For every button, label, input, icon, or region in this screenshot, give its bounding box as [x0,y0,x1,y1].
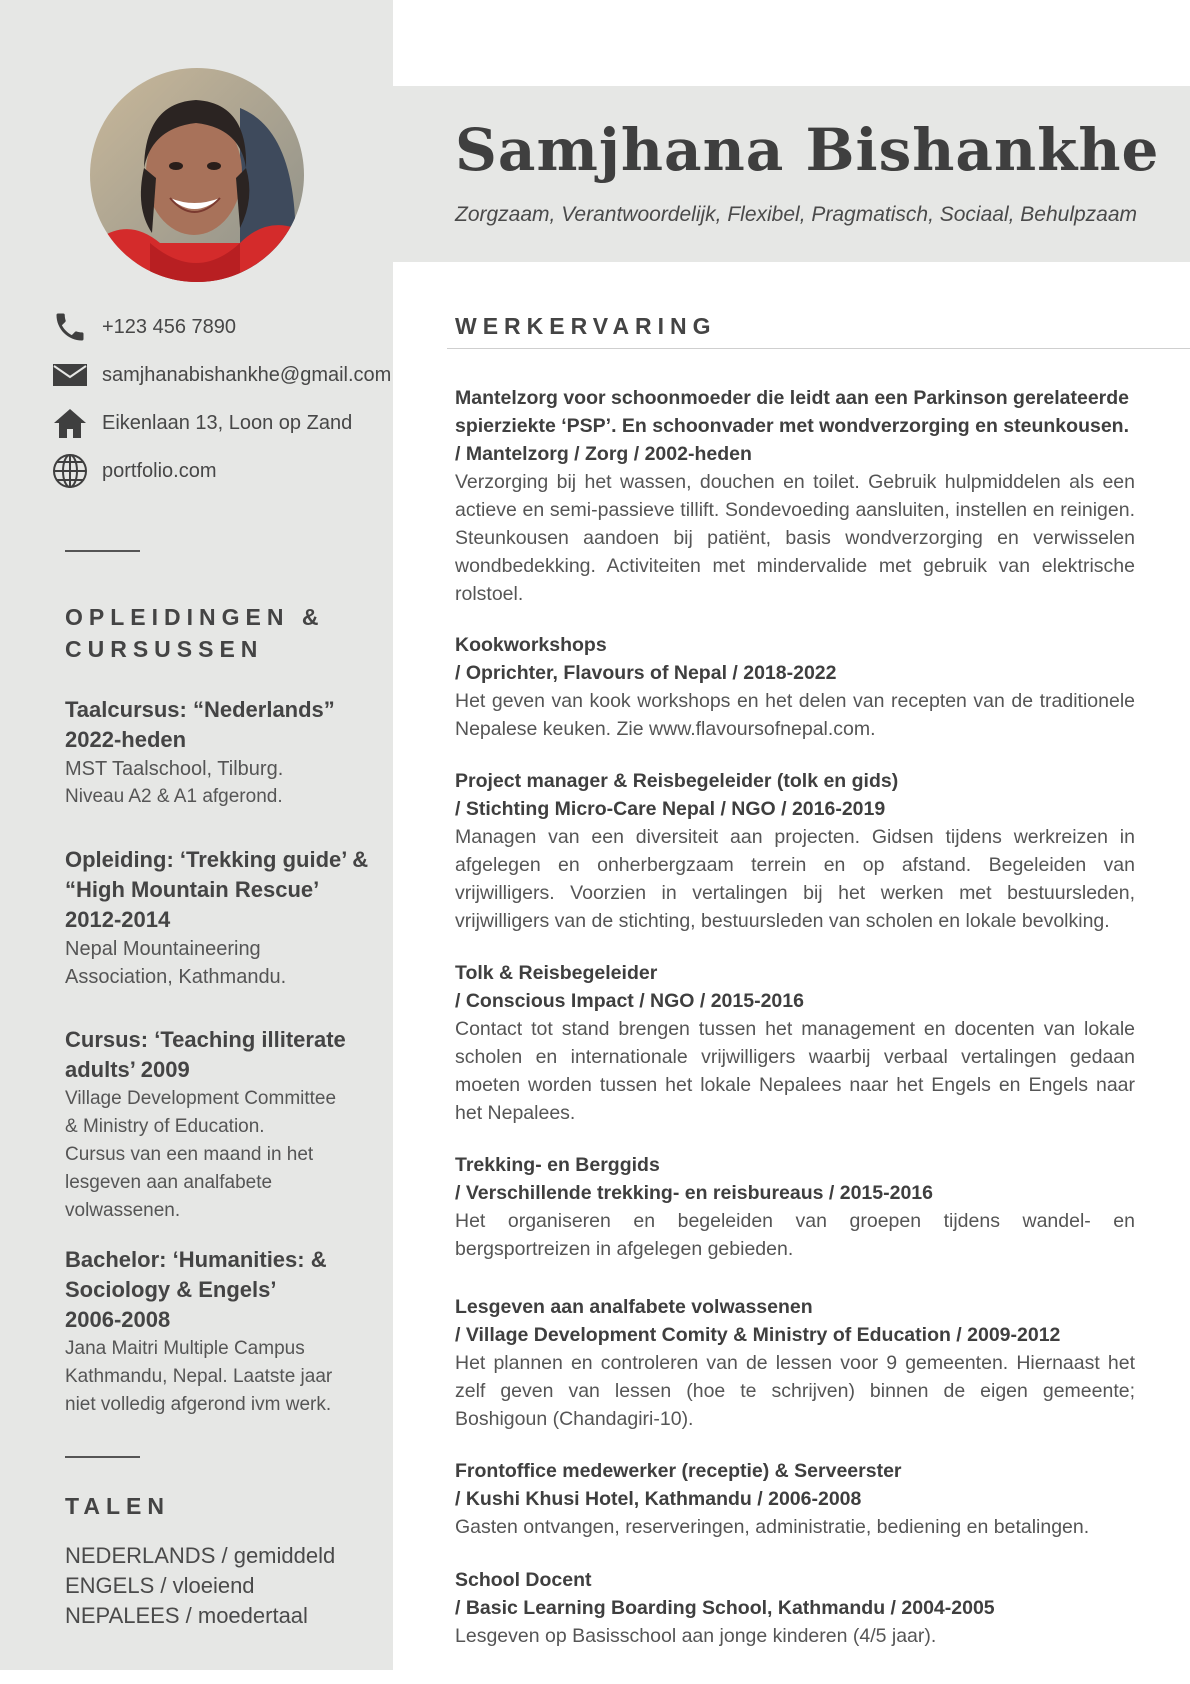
education-item [65,1025,385,1225]
education-detail: volwassenen. [65,1200,181,1221]
education-heading [65,601,324,665]
job-description: Lesgeven op Basisschool aan jonge kinderen (4/5 jaar). [455,1625,937,1647]
job-organisation: / Mantelzorg / Zorg / 2002-heden [455,443,752,465]
education-item [65,845,385,991]
job-description: Het plannen en controleren van de lessen voor 9 gemeenten. Hiernaast het zelf geven van lessen (hoe te schrijven) binnen de eigen gemeente; Boshigoun (Chandagiri-10). [455,1352,1135,1430]
education-detail: Jana Maitri Multiple Campus [65,1338,305,1359]
education-title: Sociology & Engels’ [65,1277,277,1302]
contact-address [52,405,352,441]
education-title: Taalcursus: “Nederlands” [65,697,335,722]
job-title: Lesgeven aan analfabete volwassenen [455,1296,813,1318]
education-heading-line: CURSUSSEN [65,636,264,662]
job-organisation: / Stichting Micro-Care Nepal / NGO / 2016-2019 [455,798,886,820]
job-entry [455,959,1135,1127]
experience-divider [447,348,1190,349]
education-title: Cursus: ‘Teaching illiterate [65,1027,346,1052]
website-link[interactable]: portfolio.com [102,459,217,482]
education-heading-line: OPLEIDINGEN & [65,604,325,630]
job-description: Het geven van kook workshops en het delen van recepten van de traditionele Nepalese keuken. Zie www.flavoursofnepal.com. [455,690,1135,740]
education-detail: MST Taalschool, Tilburg. [65,758,284,780]
job-title: Project manager & Reisbegeleider (tolk en gids) [455,770,899,792]
languages-list [65,1541,385,1631]
sidebar-divider [65,550,140,552]
job-description: Gasten ontvangen, reserveringen, administratie, bediening en betalingen. [455,1516,1090,1538]
sidebar-divider [65,1456,140,1458]
job-title: Tolk & Reisbegeleider [455,962,658,984]
education-detail: Nepal Mountaineering [65,938,261,960]
job-organisation: / Verschillende trekking- en reisbureaus / 2015-2016 [455,1182,933,1204]
job-organisation: / Conscious Impact / NGO / 2015-2016 [455,990,804,1012]
job-entry [455,631,1135,743]
job-entry [455,767,1135,935]
education-title: Opleiding: ‘Trekking guide’ & [65,847,369,872]
language-item: ENGELS / vloeiend [65,1573,255,1598]
job-description: Het organiseren en begeleiden van groepen tijdens wandel- en bergsportreizen in afgelegen gebieden. [455,1210,1135,1260]
education-title: 2022-heden [65,727,187,752]
phone-icon [52,309,88,345]
email-address[interactable]: samjhanabishankhe@gmail.com [102,363,392,386]
education-title: 2012-2014 [65,907,171,932]
job-organisation: / Oprichter, Flavours of Nepal / 2018-2022 [455,662,837,684]
education-title: Bachelor: ‘Humanities: & [65,1247,327,1272]
job-entry [455,1151,1135,1263]
education-title: adults’ 2009 [65,1057,190,1082]
education-detail: Cursus van een maand in het [65,1144,314,1165]
tagline: Zorgzaam, Verantwoordelijk, Flexibel, Pragmatisch, Sociaal, Behulpzaam [455,203,1138,226]
job-entry [455,384,1135,608]
street-address: Eikenlaan 13, Loon op Zand [102,411,353,434]
job-description: Verzorging bij het wassen, douchen en toilet. Gebruik hulpmiddelen als een actieve en semi-passieve tillift. Sondevoeding aansluiten, instellen en reinigen. Steunkousen aandoen bij patiënt, basis wondverzorging en verwisselen wondbedekking. Activiteiten met mindervalide met gebruik van elektrische rolstoel. [455,471,1135,605]
education-title: “High Mountain Rescue’ [65,877,320,902]
home-icon [52,405,88,441]
experience-heading: WERKERVARING [455,313,717,339]
education-detail: lesgeven aan analfabete [65,1172,273,1193]
contact-email [52,357,391,393]
job-organisation: / Basic Learning Boarding School, Kathmandu / 2004-2005 [455,1597,995,1619]
person-name: Samjhana Bishankhe [455,116,1160,184]
job-title: School Docent [455,1569,592,1591]
language-item: NEPALEES / moedertaal [65,1603,308,1628]
mail-icon [52,357,88,393]
education-detail: Village Development Committee [65,1088,337,1109]
job-title: Kookworkshops [455,634,607,656]
job-description: Managen van een diversiteit aan projecten. Gidsen tijdens werkreizen in afgelegen en onherbergzaam terrein en op afstand. Begeleiden van vrijwilligers. Voorzien in vertalingen bij het werken met bestuursleden, vrijwilligers van de stichting, bestuursleden van scholen en lokale bevolking. [455,826,1135,932]
contact-website [52,453,217,489]
job-title: Frontoffice medewerker (receptie) & Serveerster [455,1460,902,1482]
job-organisation: / Village Development Comity & Ministry of Education / 2009-2012 [455,1324,1061,1346]
globe-icon [52,453,88,489]
job-title: Trekking- en Berggids [455,1154,660,1176]
job-title: Mantelzorg voor schoonmoeder die leidt aan een Parkinson gerelateerde spierziekte ‘PSP’. En schoonvader met wondverzorging en steunkousen. [455,387,1130,437]
languages-heading: TALEN [65,1493,170,1519]
education-detail: Kathmandu, Nepal. Laatste jaar [65,1366,333,1387]
job-entry [455,1293,1135,1433]
job-entry [455,1457,1135,1541]
education-item [65,1245,385,1419]
avatar [90,68,304,282]
education-detail: niet volledig afgerond ivm werk. [65,1394,332,1415]
contact-phone [52,309,236,345]
education-title: 2006-2008 [65,1307,171,1332]
education-detail: Association, Kathmandu. [65,966,287,988]
job-organisation: / Kushi Khusi Hotel, Kathmandu / 2006-2008 [455,1488,862,1510]
education-detail: Niveau A2 & A1 afgerond. [65,786,283,807]
education-item [65,695,385,811]
phone-number: +123 456 7890 [102,315,237,338]
education-detail: & Ministry of Education. [65,1116,265,1137]
job-description: Contact tot stand brengen tussen het management en docenten van lokale scholen en internationale vrijwilligers waarbij verbaal vertalingen gedaan moeten worden tussen het lokale Nepalees naar het Engels en Engels naar het Nepalees. [455,1018,1135,1124]
job-entry [455,1566,1135,1650]
language-item: NEDERLANDS / gemiddeld [65,1543,336,1568]
